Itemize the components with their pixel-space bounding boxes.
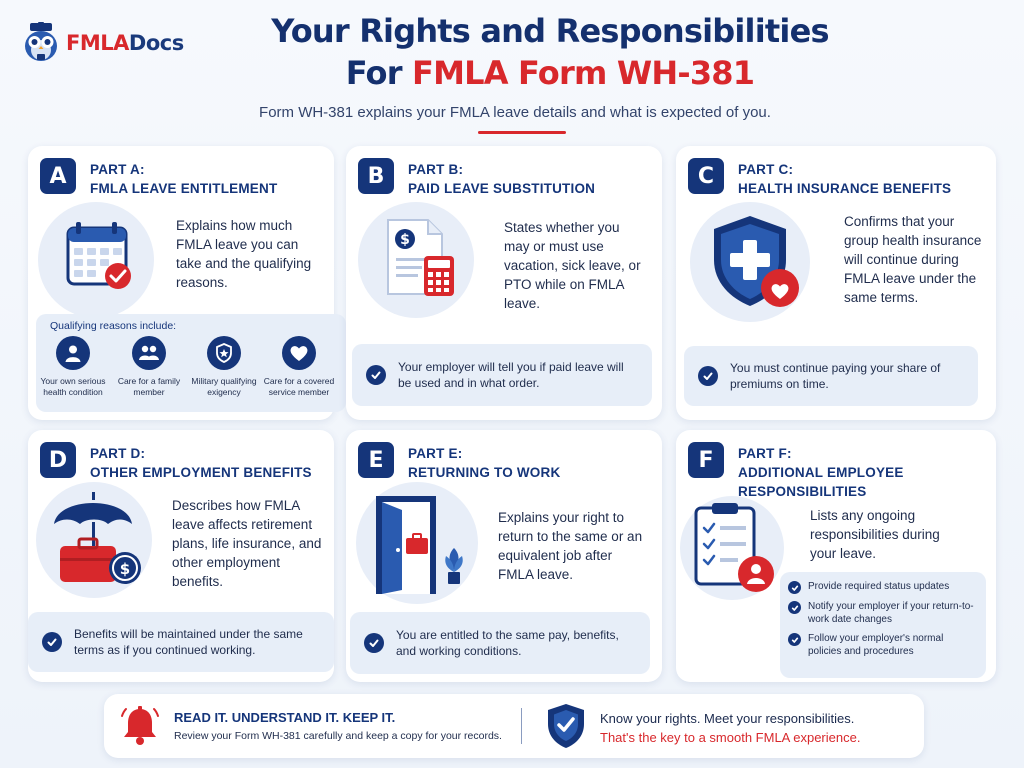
reason-label: Your own serious health condition — [40, 376, 106, 397]
reason-service-member — [262, 336, 336, 398]
card-part-b — [346, 146, 662, 420]
part-e-title: PART E: RETURNING TO WORK — [408, 446, 561, 480]
check-circle-icon — [788, 633, 801, 646]
svg-text:$: $ — [400, 232, 410, 248]
umbrella-briefcase-icon — [36, 482, 152, 598]
family-icon — [132, 336, 166, 370]
svg-text:$: $ — [119, 560, 131, 578]
part-c-title: PART C: HEALTH INSURANCE BENEFITS — [738, 162, 952, 196]
page-title-line2 — [200, 54, 900, 92]
part-e-description: Explains your right to return to the same or an equivalent job after FMLA leave. — [498, 510, 643, 582]
open-door-icon — [356, 482, 478, 604]
reason-military — [187, 336, 261, 398]
plant-icon — [445, 548, 462, 584]
part-c-description: Confirms that your group health insurance will continue during FMLA leave under the same terms. — [844, 214, 982, 305]
card-part-d — [28, 430, 334, 682]
part-c-badge: C — [688, 158, 724, 194]
calendar-check-icon — [38, 202, 154, 318]
shield-check-icon — [544, 702, 588, 755]
card-part-c — [676, 146, 996, 420]
part-c-note-text: You must continue paying your share of premiums on time. — [730, 361, 941, 391]
heart-icon — [282, 336, 316, 370]
card-part-e — [346, 430, 662, 682]
check-circle-icon — [788, 601, 801, 614]
reason-label: Care for a covered service member — [263, 376, 335, 397]
part-e-note — [350, 612, 650, 674]
part-d-note — [28, 612, 334, 672]
title-prefix: For — [345, 54, 413, 92]
check-circle-icon — [42, 632, 62, 652]
reason-own-health — [36, 336, 110, 398]
qualifying-reasons-panel — [36, 314, 346, 412]
page-title-line1: Your Rights and Responsibilities — [271, 12, 829, 50]
reason-family — [112, 336, 186, 398]
part-d-badge: D — [40, 442, 76, 478]
title-highlight: FMLA Form WH-381 — [412, 54, 755, 92]
page-subtitle: Form WH-381 explains your FMLA leave details and what is expected of you. — [259, 104, 771, 121]
owl-logo-icon — [22, 22, 60, 64]
bell-icon — [118, 704, 162, 753]
part-a-badge: A — [40, 158, 76, 194]
qualifying-reasons-title: Qualifying reasons include: — [50, 320, 177, 332]
part-d-description: Describes how FMLA leave affects retirement plans, life insurance, and other employment benefits. — [172, 498, 322, 589]
card-part-a — [28, 146, 334, 420]
person-icon — [56, 336, 90, 370]
footer-text: Review your Form WH-381 carefully and keep a copy for your records. — [174, 730, 502, 742]
part-b-note — [352, 344, 652, 406]
card-part-f — [676, 430, 996, 682]
responsibilities-list — [780, 572, 986, 678]
part-e-badge: E — [358, 442, 394, 478]
check-circle-icon — [788, 581, 801, 594]
footer-tagline: Know your rights. Meet your responsibilities. — [600, 711, 855, 726]
fmladocs-logo[interactable] — [22, 22, 184, 64]
part-d-title: PART D: OTHER EMPLOYMENT BENEFITS — [90, 446, 312, 480]
check-circle-icon — [366, 365, 386, 385]
footer-divider — [521, 708, 522, 744]
part-f-badge: F — [688, 442, 724, 478]
part-e-note-text: You are entitled to the same pay, benefits, and working conditions. — [396, 628, 619, 658]
part-f-description: Lists any ongoing responsibilities during your leave. — [810, 508, 940, 561]
part-d-note-text: Benefits will be maintained under the same terms as if you continued working. — [74, 627, 303, 657]
check-circle-icon — [698, 366, 718, 386]
list-item: Provide required status updates — [788, 580, 978, 594]
reason-label: Care for a family member — [117, 376, 181, 397]
footer-banner — [104, 694, 924, 758]
part-f-title: PART F: ADDITIONAL EMPLOYEE RESPONSIBILITIES — [738, 446, 904, 499]
clipboard-checklist-icon — [680, 496, 784, 600]
document-dollar-icon — [358, 202, 474, 318]
title-divider — [478, 131, 566, 134]
calculator-icon — [424, 256, 454, 296]
footer-tagline-highlight: That's the key to a smooth FMLA experience. — [600, 730, 861, 745]
part-b-badge: B — [358, 158, 394, 194]
part-c-note — [684, 346, 978, 406]
part-b-title: PART B: PAID LEAVE SUBSTITUTION — [408, 162, 596, 196]
part-b-description: States whether you may or must use vacation, sick leave, or PTO while on FMLA leave. — [504, 220, 641, 311]
footer-title: READ IT. UNDERSTAND IT. KEEP IT. — [174, 710, 396, 725]
part-a-title: PART A: FMLA LEAVE ENTITLEMENT — [90, 162, 278, 196]
list-item: Notify your employer if your return-to-work date changes — [788, 600, 978, 626]
part-b-note-text: Your employer will tell you if paid leave will be used and in what order. — [398, 360, 624, 390]
military-badge-icon — [207, 336, 241, 370]
list-item: Follow your employer's normal policies and procedures — [788, 632, 978, 658]
shield-cross-icon — [690, 202, 810, 322]
reason-label: Military qualifying exigency — [191, 376, 257, 397]
part-a-description: Explains how much FMLA leave you can take and the qualifying reasons. — [176, 218, 312, 290]
check-circle-icon — [364, 633, 384, 653]
logo-text: FMLADocs — [66, 31, 184, 55]
